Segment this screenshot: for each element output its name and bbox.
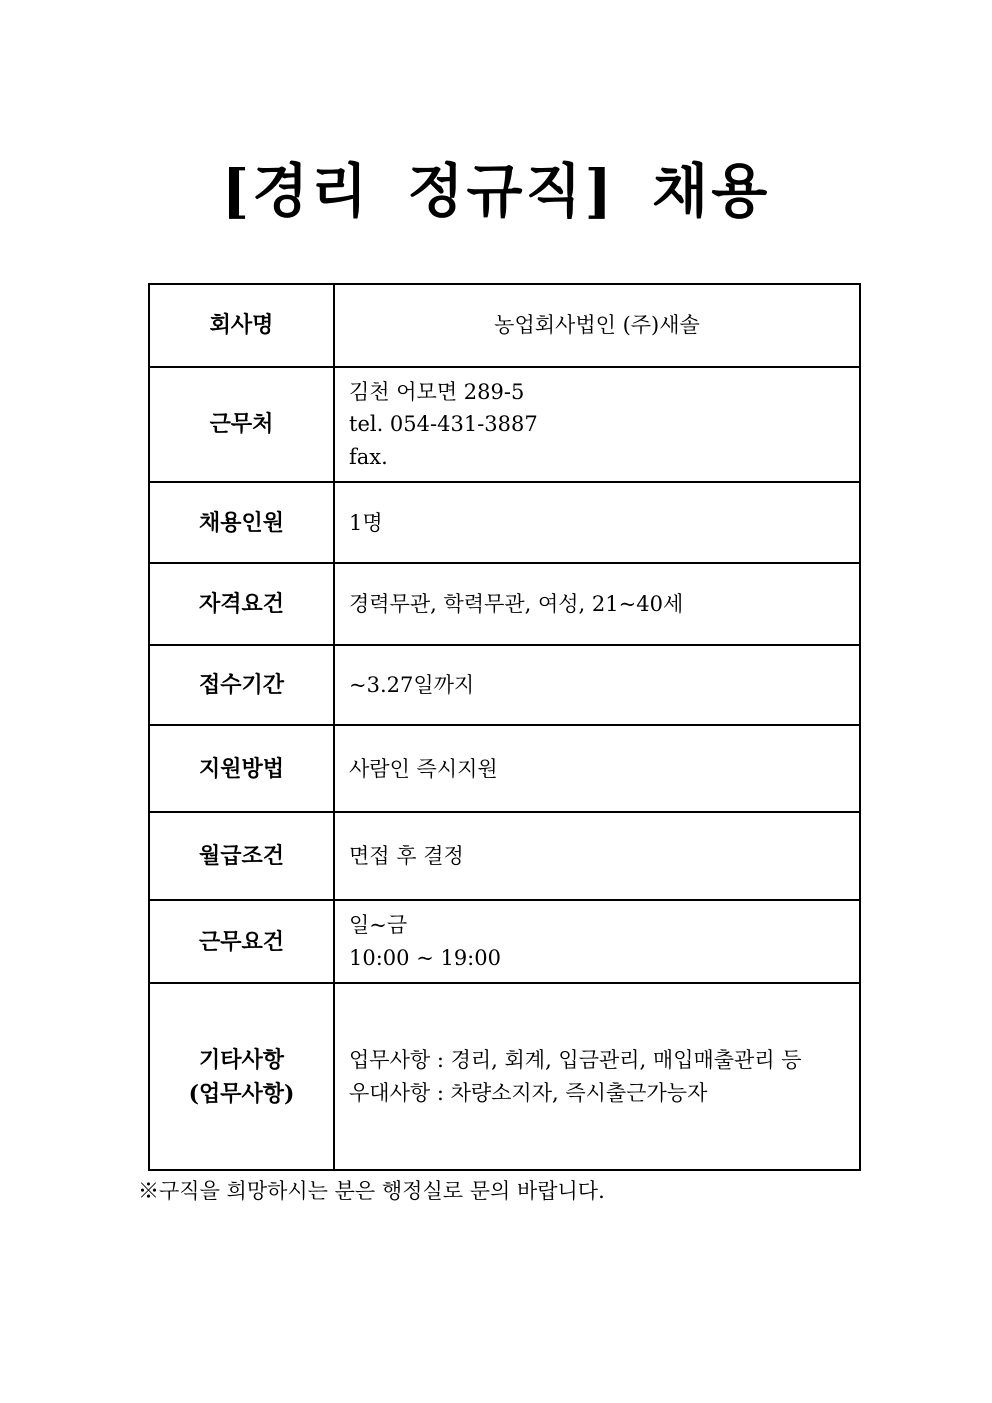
row-value-line: 사람인 즉시지원 xyxy=(349,756,498,781)
row-label xyxy=(149,983,334,1170)
row-value-line: 농업회사법인 (주)새솔 xyxy=(494,312,700,337)
row-label-line: 근무처 xyxy=(209,411,274,438)
row-label xyxy=(149,812,334,900)
table-row xyxy=(149,482,860,563)
table-row xyxy=(149,812,860,900)
row-label xyxy=(149,900,334,983)
row-value xyxy=(334,645,860,725)
row-label xyxy=(149,725,334,812)
job-posting-table xyxy=(148,283,861,1172)
table-row xyxy=(149,725,860,812)
row-value xyxy=(334,563,860,645)
row-value-line: ~3.27일까지 xyxy=(349,673,475,698)
row-label-line: (업무사항) xyxy=(188,1080,295,1107)
table-row xyxy=(149,563,860,645)
row-value-line: 면접 후 결정 xyxy=(349,844,464,869)
row-label-line: 채용인원 xyxy=(198,509,284,536)
row-label-line: 월급조건 xyxy=(198,843,284,870)
table-row xyxy=(149,367,860,483)
row-value-line: fax. xyxy=(349,444,388,469)
table-row xyxy=(149,645,860,725)
table-row xyxy=(149,900,860,983)
row-value xyxy=(334,900,860,983)
table-row xyxy=(149,284,860,367)
row-label-line: 회사명 xyxy=(209,312,274,339)
row-value xyxy=(334,482,860,563)
row-value-line: tel. 054-431-3887 xyxy=(349,412,538,437)
row-value-line: 김천 어모면 289-5 xyxy=(349,379,525,404)
row-label xyxy=(149,284,334,367)
row-value-line: 업무사항 : 경리, 회계, 입금관리, 매입매출관리 등 xyxy=(349,1048,802,1073)
row-label-line: 지원방법 xyxy=(198,755,284,782)
row-label-line: 자격요건 xyxy=(198,591,284,618)
row-value xyxy=(334,983,860,1170)
row-value xyxy=(334,812,860,900)
row-label-line: 접수기간 xyxy=(198,672,284,699)
row-value-line: 우대사항 : 차량소지자, 즉시출근가능자 xyxy=(349,1080,708,1105)
page-title: [경리 정규직] 채용 xyxy=(221,157,771,225)
row-value-line: 1명 xyxy=(349,510,383,535)
row-value xyxy=(334,284,860,367)
row-value-line: 경력무관, 학력무관, 여성, 21~40세 xyxy=(349,592,684,617)
row-label xyxy=(149,645,334,725)
row-label xyxy=(149,563,334,645)
row-value-line: 일~금 xyxy=(349,913,408,938)
row-label xyxy=(149,482,334,563)
row-label-line: 기타사항 xyxy=(198,1046,284,1073)
row-value-line: 10:00 ~ 19:00 xyxy=(349,945,501,970)
row-label xyxy=(149,367,334,483)
footnote-text: ※구직을 희망하시는 분은 행정실로 문의 바랍니다. xyxy=(138,1179,605,1204)
job-table-body xyxy=(149,284,860,1171)
table-row xyxy=(149,983,860,1170)
row-value xyxy=(334,725,860,812)
row-value xyxy=(334,367,860,483)
row-label-line: 근무요건 xyxy=(198,928,284,955)
